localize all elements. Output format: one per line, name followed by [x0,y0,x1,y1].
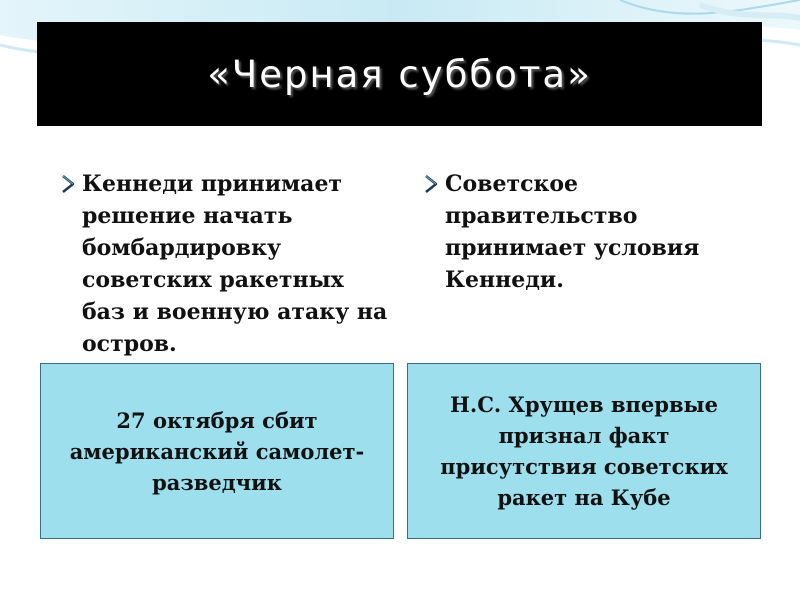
bullet-right [423,168,753,296]
bullet-left [60,168,390,360]
info-box-right-text: Н.С. Хрущев впервые признал факт присутствия советских ракет на Кубе [440,392,728,510]
arrow-chevron-icon [423,173,441,195]
slide-title: «Черная суббота» [207,52,592,96]
info-box-left [40,363,394,539]
title-bar [37,22,762,126]
arrow-chevron-icon [60,173,78,195]
bullet-right-text: Советское правительство принимает условия Кеннеди. [445,171,700,293]
info-box-right [407,363,761,539]
bullet-left-text: Кеннеди принимает решение начать бомбардировку советских ракетных баз и военную атаку на остров. [82,171,388,357]
info-box-left-text: 27 октября сбит американский самолет-разведчик [69,407,365,495]
